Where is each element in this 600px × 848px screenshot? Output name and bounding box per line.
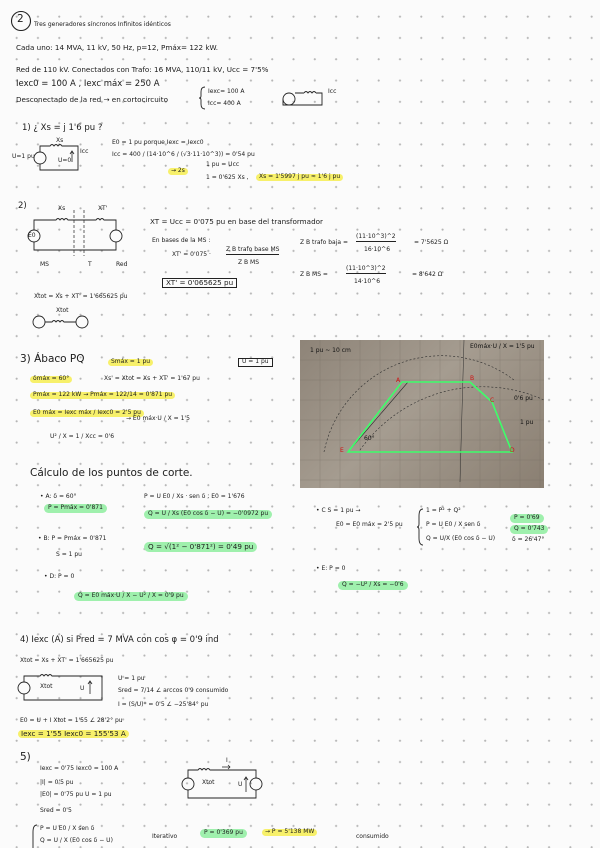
q2-line-3a: XT' = 0'075 · xyxy=(172,251,211,258)
q2-line-3c: Z B MS xyxy=(238,259,260,266)
photo-point-c: C xyxy=(490,397,495,404)
given-line-4: Desconectado de la red → en cortocircuito xyxy=(16,95,169,104)
q3-d-1: • D: P = 0 xyxy=(44,573,75,580)
q3-d-2: Q = E0 máx·U / X − U² / X = 0'9 pu xyxy=(74,592,188,601)
given-line-3: Iexc0 = 100 A , Iexc máx = 250 A xyxy=(16,79,160,89)
q2-label-xs: Xs xyxy=(58,205,66,212)
q2-z1-num: (11·10^3)^2 xyxy=(356,233,396,240)
q5-label-u: U xyxy=(238,781,243,788)
q1-line-5: 1 = 0'625 Xs , xyxy=(206,174,249,181)
q2-xtot: Xtot = Xs + XT' = 1'665625 pu xyxy=(34,293,128,300)
q3-line-2: Xs' = Xtot = Xs + XT' = 1'67 pu xyxy=(104,375,200,382)
problem-title: Tres generadores síncronos Infinitos idénticos xyxy=(34,21,171,28)
q2-boxed-result: XT' = 0'065625 pu xyxy=(162,278,237,288)
q5-line-1: Iexc = 0'75 Iexc0 = 100 A xyxy=(40,765,119,772)
q2-line-2: En bases de la MS : xyxy=(152,237,211,244)
q2-z1-label: Z B trafo baja = xyxy=(300,239,348,246)
q1-label-xs: Xs xyxy=(56,137,64,144)
q4-line-3: Sred = 7/14 ∠ arccos 0'9 consumido xyxy=(118,687,229,694)
q3-c-brace-icon xyxy=(416,508,424,546)
q4-line-2: U = 1 pu xyxy=(118,675,145,682)
photo-angle-label: 60° xyxy=(364,435,375,442)
given-line-4b: Icc= 400 A xyxy=(208,100,241,107)
q1-line-3: → 2s xyxy=(168,168,188,175)
photo-note-1: E0máx·U / X = 1'5 pu xyxy=(470,343,535,350)
q2-z1-den: 16·10^6 xyxy=(364,246,391,253)
q3-a-4: Q = U / Xs (E0 cos δ − U) = −0'0972 pu xyxy=(144,510,272,519)
photo-scale-label: 1 pu ~ 10 cm xyxy=(310,347,351,354)
q5-line-5: P = U E0 / X sen δ xyxy=(40,825,95,832)
problem-number: 2 xyxy=(17,13,24,25)
q1-label-u0: U=0 xyxy=(58,157,72,164)
q2-line-1: XT = Ucc = 0'075 pu en base del transformador xyxy=(150,217,323,226)
q5-line-4: Sred = 0'5 xyxy=(40,807,72,814)
q4-answer: Iexc = 1'55 Iexc0 = 155'53 A xyxy=(18,730,129,738)
q1-line-1: E0 = 1 pu porque Iexc = Iexc0 xyxy=(112,139,204,146)
q3-b-2: S = 1 pu xyxy=(56,551,82,558)
q1-label-u: U=1 pu xyxy=(12,153,35,160)
q3-e-1: • E: P = 0 xyxy=(316,565,346,572)
q3-subtitle: Cálculo de los puntos de corte. xyxy=(30,467,193,479)
q2-label-t: T xyxy=(88,261,92,268)
q3-line-1: δmáx = 60° xyxy=(30,376,72,383)
q3-smax-tag: Smáx = 1 pu xyxy=(108,359,153,366)
q5-number: 5) xyxy=(20,751,31,763)
q5-line-3: |E0| = 0'75 pu U = 1 pu xyxy=(40,791,112,798)
q3-c-6: P = 0'69 xyxy=(510,514,544,523)
q3-c-1: • C S = 1 pu → xyxy=(316,507,361,514)
given-line-1: Cada uno: 14 MVA, 11 kV, 50 Hz, p=12, Pmáx= 122 kW. xyxy=(16,43,219,52)
q3-a-2: P = Pmáx = 0'871 xyxy=(44,504,107,513)
q3-a-3: P = U E0 / Xs · sen δ ; E0 = 1'676 xyxy=(144,493,245,500)
pq-diagram-photo xyxy=(300,340,544,488)
q3-title: 3) Ábaco PQ xyxy=(20,353,85,365)
photo-note-3: 1 pu xyxy=(520,419,534,426)
q5-consumido: consumido xyxy=(356,833,389,840)
given-line-2: Red de 110 kV. Conectados con Trafo: 16 MVA, 110/11 kV, Ucc = 7'5% xyxy=(16,65,269,74)
q3-b-3: Q = √(1² − 0'871²) = 0'49 pu xyxy=(144,542,257,552)
q2-z1-value: = 7'5625 Ω xyxy=(414,239,449,246)
q4-circuit xyxy=(14,670,114,706)
q3-c-5: Q = U/X (E0 cos δ − U) xyxy=(426,535,496,542)
given-line-4a: Iexc= 100 A xyxy=(208,88,245,95)
q3-c-7: Q = 0'743 xyxy=(510,525,548,534)
q2-circuit xyxy=(22,205,132,258)
q5-iterativo: Iterativo xyxy=(152,833,178,840)
q1-label-icc: Icc xyxy=(80,148,89,155)
photo-point-b: B xyxy=(470,375,475,382)
q5-label-i: I xyxy=(226,757,228,764)
q1-question: 1) ¿ Xs = j 1'6 pu ? xyxy=(22,123,103,133)
q1-answer: Xs = 1'5997 j pu ≈ 1'6 j pu xyxy=(256,174,343,181)
q5-brace-icon xyxy=(30,824,38,848)
q2-number: 2) xyxy=(18,201,27,211)
q2-label-xt: XT' xyxy=(98,205,108,212)
photo-point-a: A xyxy=(396,377,401,384)
q2-label-ms: MS xyxy=(40,261,49,268)
q2-label-xtot: Xtot xyxy=(56,307,69,314)
q1-line-4: 1 pu = Ucc xyxy=(206,161,240,168)
photo-point-e: E xyxy=(340,447,344,454)
q2-label-red: Red xyxy=(116,261,128,268)
q4-line-4: I = (S/U)* = 0'5 ∠ −25'84° pu xyxy=(118,701,209,708)
q4-title: 4) Iexc (A) si Pred = 7 MVA con cos φ = 0'9 ind xyxy=(20,635,219,645)
q5-label-xtot: Xtot xyxy=(202,779,215,786)
pq-diagram xyxy=(300,340,544,488)
short-circuit-sketch xyxy=(280,88,330,110)
q3-a-1: • A: δ = 60° xyxy=(40,493,77,500)
q3-c-3: 1 = P² + Q² xyxy=(426,507,461,514)
q2-z2-num: (11·10^3)^2 xyxy=(346,265,386,272)
q2-z2-label: Z B MS = xyxy=(300,271,328,278)
q3-line-5: U² / X = 1 / Xcc = 0'6 xyxy=(50,433,115,440)
q4-label-u: U xyxy=(80,685,85,692)
photo-note-2: 0'6 pu xyxy=(514,395,533,402)
q3-c-8: δ = 26'47° xyxy=(512,536,545,543)
q5-result-p: P = 0'369 pu xyxy=(200,829,247,838)
q2-z2-value: = 8'642 Ω xyxy=(412,271,443,278)
q4-line-1: Xtot = Xs + XT' = 1'665625 pu xyxy=(20,657,114,664)
q4-line-5: E0 = U + I Xtot = 1'55 ∠ 28'2° pu xyxy=(20,717,123,724)
photo-point-d: D xyxy=(510,447,515,454)
q5-result-mw: → P = 5'138 MW xyxy=(262,829,317,836)
q5-circuit xyxy=(180,764,264,804)
brace-icon xyxy=(198,86,206,110)
q3-c-4: P = U E0 / X sen δ xyxy=(426,521,481,528)
given-line-4c: Icc xyxy=(328,88,337,95)
q2-label-e0: E0 xyxy=(28,232,36,239)
q4-label-xtot: Xtot xyxy=(40,683,53,690)
q2-z2-den: 14·10^6 xyxy=(354,278,381,285)
q3-u-box: U = 1 pu xyxy=(238,358,273,367)
q3-e-2: Q = −U² / Xs = −0'6 xyxy=(338,581,408,590)
q5-line-6: Q = U / X (E0 cos δ − U) xyxy=(40,837,113,844)
q3-line-4a: E0 máx = Iexc máx / Iexc0 = 2'5 pu xyxy=(30,410,144,417)
q1-line-2: Icc = 400 / (14·10^6 / (√3·11·10^3)) = 0'54 pu xyxy=(112,151,255,158)
q2-line-3b: Z B trafo base MS xyxy=(226,246,280,253)
q3-line-3: Pmáx = 122 kW → Pmáx = 122/14 = 0'871 pu xyxy=(30,392,175,399)
q3-line-4b: → E0 máx·U / X = 1'5 xyxy=(126,415,190,422)
q3-c-2: E0 = E0 máx = 2'5 pu xyxy=(336,521,403,528)
q5-line-2: |I| = 0'5 pu xyxy=(40,779,74,786)
q3-b-1: • B: P = Pmáx = 0'871 xyxy=(38,535,107,542)
